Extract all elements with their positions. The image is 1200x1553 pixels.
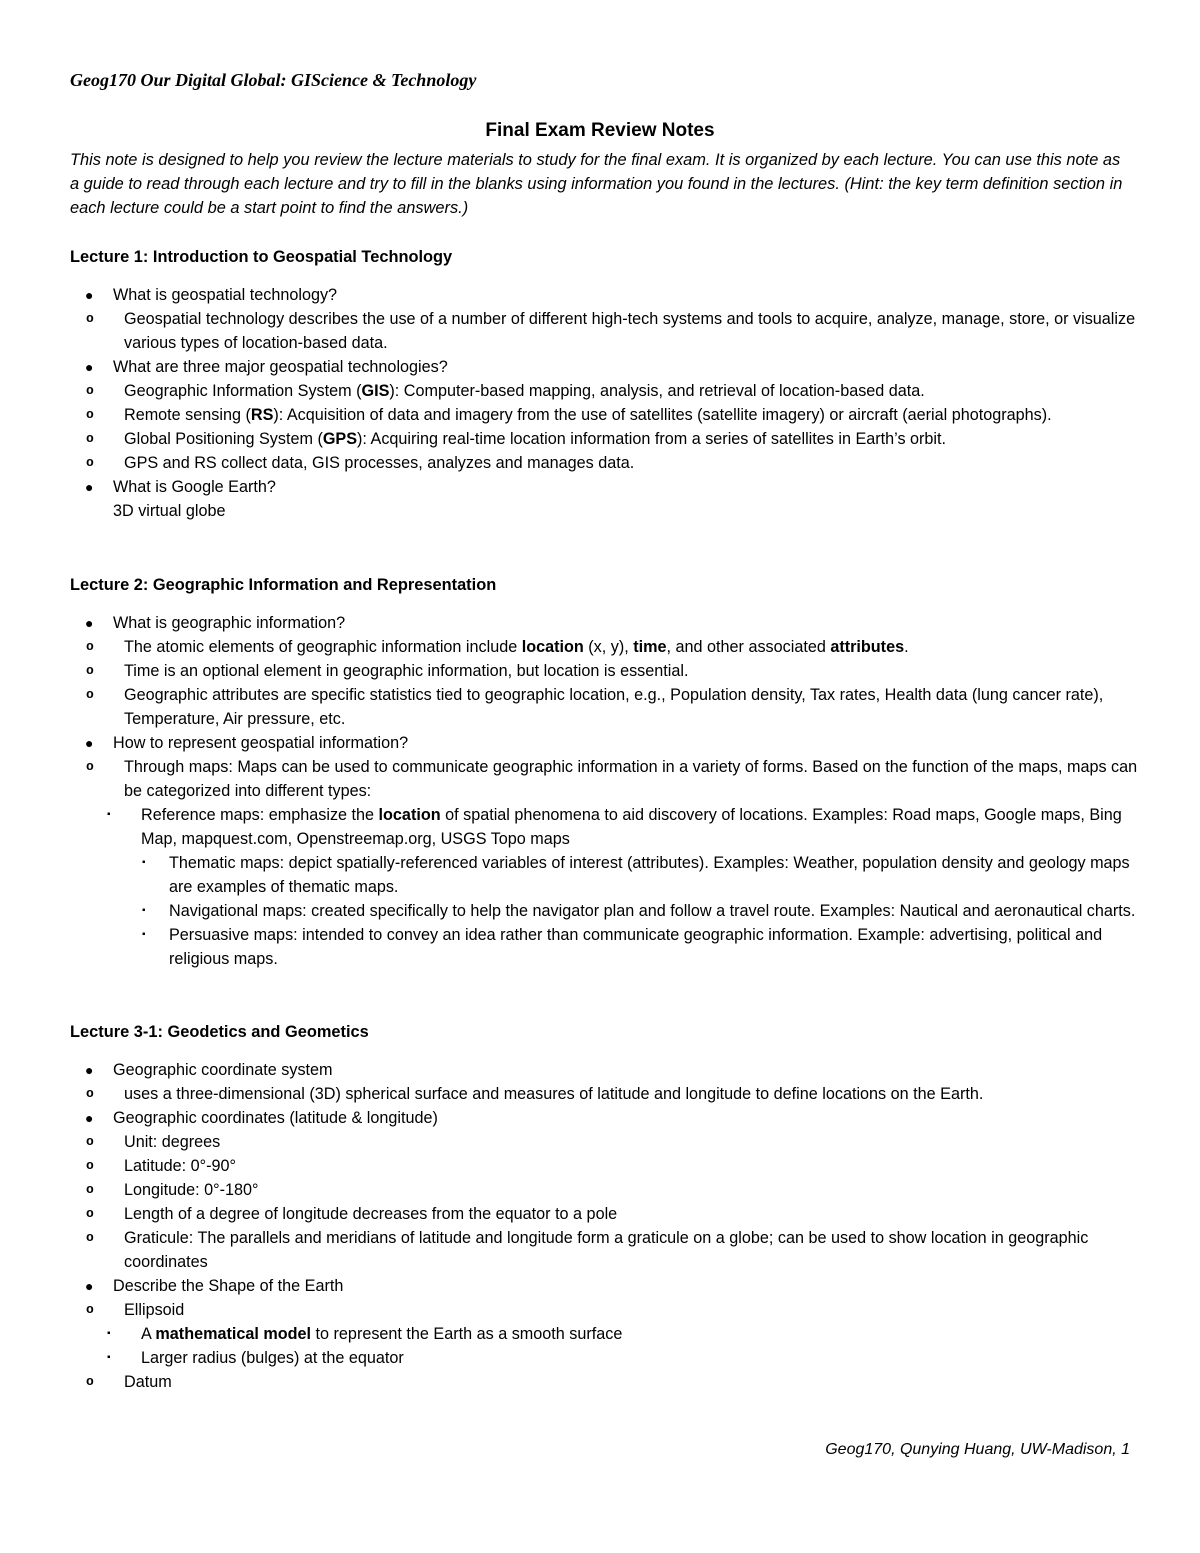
circle-bullet-icon: o (86, 1230, 94, 1245)
list-item: ● How to represent geospatial information? (70, 731, 1140, 755)
bullet-icon: ● (85, 287, 94, 303)
square-bullet-icon: ▪ (107, 1352, 111, 1363)
square-bullet-icon: ▪ (142, 905, 146, 916)
bullet-icon: ● (85, 615, 94, 631)
lecture-2-heading: Lecture 2: Geographic Information and Representation (70, 576, 497, 594)
list-item: o Through maps: Maps can be used to communicate geographic information in a variety of forms. Based on the function of the maps, maps can be categorized into different types: (70, 755, 1140, 803)
list-item: o Length of a degree of longitude decreases from the equator to a pole (70, 1202, 1140, 1226)
list-item: ▪ A mathematical model to represent the Earth as a smooth surface (70, 1322, 1140, 1346)
list-item: ▪ Reference maps: emphasize the location of spatial phenomena to aid discovery of locations. Examples: Road maps, Google maps, Bing Map, mapquest.com, Openstreemap.org, USGS Topo maps (70, 803, 1140, 851)
circle-bullet-icon: o (86, 1374, 94, 1389)
circle-bullet-icon: o (86, 455, 94, 470)
answer-text: 3D virtual globe (113, 502, 226, 520)
circle-bullet-icon: o (86, 383, 94, 398)
list-item: o GPS and RS collect data, GIS processes, analyzes and manages data. (70, 451, 1140, 475)
list-item: o Geographic Information System (GIS): Computer-based mapping, analysis, and retrieval of location-based data. (70, 379, 1140, 403)
list-item: o uses a three-dimensional (3D) spherical surface and measures of latitude and longitude to define locations on the Earth. (70, 1082, 1140, 1106)
list-item: o Ellipsoid (70, 1298, 1140, 1322)
circle-bullet-icon: o (86, 663, 94, 678)
bullet-icon: ● (85, 359, 94, 375)
circle-bullet-icon: o (86, 1086, 94, 1101)
list-item: ▪ Navigational maps: created specifically to help the navigator plan and follow a travel route. Examples: Nautical and aeronautical charts. (70, 899, 1140, 923)
list-item: o Datum (70, 1370, 1140, 1394)
circle-bullet-icon: o (86, 1206, 94, 1221)
bullet-icon: ● (85, 1062, 94, 1078)
page-title: Final Exam Review Notes (485, 120, 715, 141)
list-item: o Geographic attributes are specific statistics tied to geographic location, e.g., Population density, Tax rates, Health data (lung cancer rate), Temperature, Air pressure, etc. (70, 683, 1140, 731)
list-item: o Time is an optional element in geographic information, but location is essential. (70, 659, 1140, 683)
square-bullet-icon: ▪ (142, 857, 146, 868)
lecture-3-heading: Lecture 3-1: Geodetics and Geometics (70, 1023, 369, 1041)
lecture-2-list (70, 611, 1140, 971)
circle-bullet-icon: o (86, 1134, 94, 1149)
list-item: o Unit: degrees (70, 1130, 1140, 1154)
list-item: ● What are three major geospatial technologies? (70, 355, 1140, 379)
square-bullet-icon: ▪ (107, 1328, 111, 1339)
lecture-3-section (70, 1020, 1140, 1394)
list-item: ● Geographic coordinates (latitude & longitude) (70, 1106, 1140, 1130)
lecture-1-heading: Lecture 1: Introduction to Geospatial Technology (70, 248, 453, 266)
list-item: ● What is geographic information? (70, 611, 1140, 635)
list-item: ▪ Thematic maps: depict spatially-referenced variables of interest (attributes). Examples: Weather, population density and geology maps are examples of thematic maps. (70, 851, 1140, 899)
circle-bullet-icon: o (86, 1182, 94, 1197)
circle-bullet-icon: o (86, 687, 94, 702)
lecture-3-list (70, 1058, 1140, 1394)
square-bullet-icon: ▪ (142, 929, 146, 940)
page-footer: Geog170, Qunying Huang, UW-Madison, 1 (825, 1441, 1130, 1458)
circle-bullet-icon: o (86, 759, 94, 774)
bullet-icon: ● (85, 735, 94, 751)
list-item: o Global Positioning System (GPS): Acquiring real-time location information from a series of satellites in Earth’s orbit. (70, 427, 1140, 451)
list-item: o Latitude: 0°-90° (70, 1154, 1140, 1178)
list-item: o Geospatial technology describes the use of a number of different high-tech systems and tools to acquire, analyze, manage, store, or visualize various types of location-based data. (70, 307, 1140, 355)
bullet-icon: ● (85, 1278, 94, 1294)
intro-paragraph: This note is designed to help you review the lecture materials to study for the final exam. It is organized by each lecture. You can use this note as a guide to read through each lecture and try to fill in the blanks using information you found in the lectures. (Hint: the key term definition section in each lecture could be a start point to find the answers.) (70, 151, 1123, 217)
square-bullet-icon: ▪ (107, 809, 111, 820)
circle-bullet-icon: o (86, 311, 94, 326)
course-title-header: Geog170 Our Digital Global: GIScience & Technology (70, 70, 477, 90)
circle-bullet-icon: o (86, 1158, 94, 1173)
circle-bullet-icon: o (86, 407, 94, 422)
list-item: ▪ Persuasive maps: intended to convey an idea rather than communicate geographic information. Example: advertising, political and religious maps. (70, 923, 1140, 971)
list-item: ● Geographic coordinate system (70, 1058, 1140, 1082)
lecture-1-list (70, 283, 1140, 499)
bullet-icon: ● (85, 479, 94, 495)
lecture-2-section (70, 573, 1140, 971)
circle-bullet-icon: o (86, 1302, 94, 1317)
list-item: o Graticule: The parallels and meridians of latitude and longitude form a graticule on a globe; can be used to show location in geographic coordinates (70, 1226, 1140, 1274)
list-item: ▪ Larger radius (bulges) at the equator (70, 1346, 1140, 1370)
circle-bullet-icon: o (86, 431, 94, 446)
bullet-icon: ● (85, 1110, 94, 1126)
lecture-1-section (70, 245, 1140, 523)
list-item: o The atomic elements of geographic information include location (x, y), time, and other associated attributes. (70, 635, 1140, 659)
list-item: ● What is Google Earth? (70, 475, 1140, 499)
list-item: o Longitude: 0°-180° (70, 1178, 1140, 1202)
list-item: ● What is geospatial technology? (70, 283, 1140, 307)
circle-bullet-icon: o (86, 639, 94, 654)
list-item: ● Describe the Shape of the Earth (70, 1274, 1140, 1298)
list-item: o Remote sensing (RS): Acquisition of data and imagery from the use of satellites (satellite imagery) or aircraft (aerial photographs). (70, 403, 1140, 427)
